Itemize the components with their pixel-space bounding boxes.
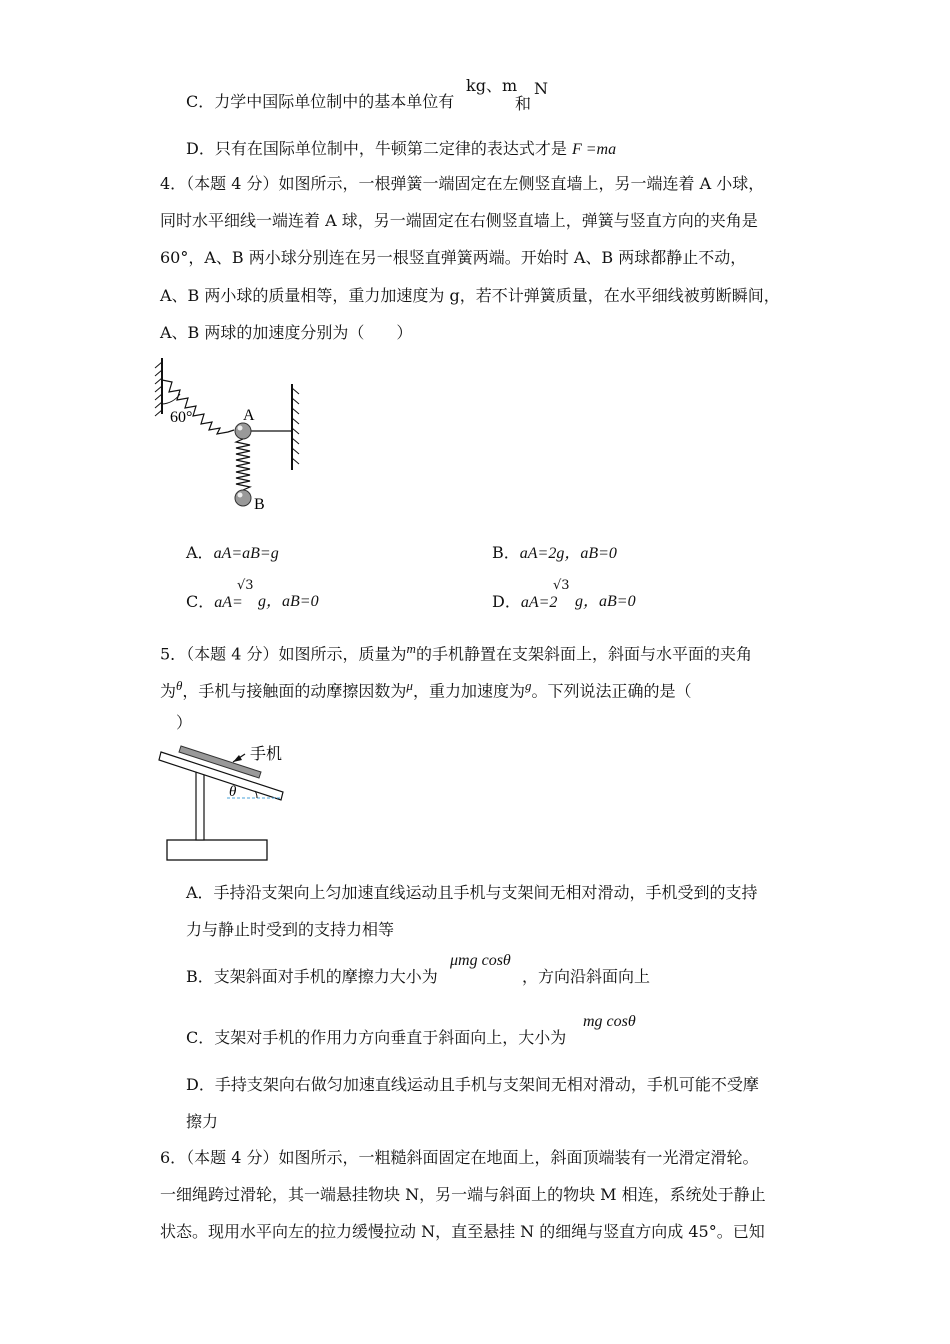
q5-line-2-b: ，手机与接触面的动摩擦因数为 — [182, 681, 407, 701]
q5-mu: μ — [406, 678, 413, 693]
q4-ball-a-label: A — [243, 407, 255, 424]
q4-option-d-rest: g，aB=0 — [575, 593, 636, 610]
q5-option-b-formula: μmg cosθ — [450, 952, 511, 969]
q4-option-a — [186, 543, 279, 564]
q5-phone-stand-figure — [155, 740, 305, 865]
q5-line-1-a: 5．（本题 4 分）如图所示，质量为 — [160, 644, 407, 664]
q5-line-2-d: 。下列说法正确的是（ — [531, 681, 692, 701]
q3-option-c-text: C．力学中国际单位制中的基本单位有 — [186, 92, 455, 111]
q4-option-d — [492, 592, 557, 613]
q4-option-b — [492, 543, 617, 564]
q5-line-3: ） — [176, 713, 193, 732]
q4-line-5: A、B 两球的加速度分别为（ ） — [160, 323, 413, 342]
q5-line-1-b: 的手机静置在支架斜面上，斜面与水平面的夹角 — [415, 644, 752, 664]
q6-line-3: 状态。现用水平向左的拉力缓慢拉动 N，直至悬挂 N 的细绳与竖直方向成 45°。已知 — [160, 1222, 765, 1241]
q3-formula: F =ma — [571, 141, 617, 158]
q4-option-c-sqrt: √3 — [237, 578, 254, 593]
q5-option-d-line-2: 擦力 — [186, 1112, 219, 1131]
q5-m: m — [406, 641, 416, 656]
q5-option-c: C．支架对手机的作用力方向垂直于斜面向上，大小为 — [186, 1028, 567, 1047]
q3-option-d — [186, 139, 616, 160]
q4-option-c-rest: g，aB=0 — [258, 593, 319, 610]
q4-option-d-prefix: D． — [492, 592, 521, 611]
q5-option-b: B．支架斜面对手机的摩擦力大小为 — [186, 967, 438, 986]
q4-option-b-text: aA=2g，aB=0 — [519, 545, 617, 562]
q4-option-a-text: aA=aB=g — [213, 545, 279, 562]
q4-ball-b-label: B — [254, 496, 265, 513]
q3-units-top: kg、m — [466, 76, 518, 95]
q4-line-4: A、B 两小球的质量相等，重力加速度为 g，若不计弹簧质量，在水平细线被剪断瞬间， — [160, 286, 780, 305]
q5-option-d-line-1: D．手持支架向右做匀加速直线运动且手机与支架间无相对滑动，手机可能不受摩 — [186, 1075, 759, 1094]
q5-line-2-c: ，重力加速度为 — [412, 681, 525, 701]
q3-option-c — [186, 92, 454, 112]
q4-option-a-prefix: A． — [186, 543, 214, 562]
q5-option-c-formula: mg cosθ — [583, 1013, 636, 1030]
q4-line-1: 4．（本题 4 分）如图所示，一根弹簧一端固定在左侧竖直墙上，另一端连着 A 小球， — [160, 174, 765, 193]
q5-line-2 — [160, 676, 691, 701]
q6-line-2: 一细绳跨过滑轮，其一端悬挂物块 N，另一端与斜面上的物块 M 相连，系统处于静止 — [160, 1185, 766, 1204]
q3-option-d-text: D．只有在国际单位制中，牛顿第二定律的表达式才是 — [186, 139, 567, 158]
q5-g: g — [524, 678, 532, 693]
q5-angle-label: θ — [229, 784, 237, 800]
q4-option-c — [186, 592, 243, 613]
q4-option-d-a: aA=2 — [520, 594, 558, 611]
q5-theta: θ — [176, 678, 183, 693]
q3-units-and: 和 — [515, 94, 532, 113]
q4-option-c-a: aA= — [214, 594, 243, 611]
q4-line-2: 同时水平细线一端连着 A 球，另一端固定在右侧竖直墙上，弹簧与竖直方向的夹角是 — [160, 211, 758, 230]
q4-spring-figure — [150, 352, 320, 522]
q3-units-n: N — [534, 79, 548, 98]
q5-phone-label: 手机 — [250, 744, 283, 763]
q5-option-a-line-2: 力与静止时受到的支持力相等 — [186, 920, 395, 939]
q4-line-3: 60°，A、B 两小球分别连在另一根竖直弹簧两端。开始时 A、B 两球都静止不动， — [160, 248, 747, 267]
q4-option-c-prefix: C． — [186, 592, 215, 611]
q5-line-1 — [160, 639, 752, 664]
q4-angle-label: 60° — [170, 409, 193, 426]
q5-option-a-line-1: A．手持沿支架向上匀加速直线运动且手机与支架间无相对滑动，手机受到的支持 — [186, 883, 758, 902]
q6-line-1: 6．（本题 4 分）如图所示，一粗糙斜面固定在地面上，斜面顶端装有一光滑定滑轮。 — [160, 1148, 759, 1167]
q5-line-2-a: 为 — [160, 681, 177, 701]
q4-option-b-prefix: B． — [492, 543, 520, 562]
q4-option-d-sqrt: √3 — [553, 578, 570, 593]
q5-option-b-tail: ，方向沿斜面向上 — [522, 967, 651, 986]
